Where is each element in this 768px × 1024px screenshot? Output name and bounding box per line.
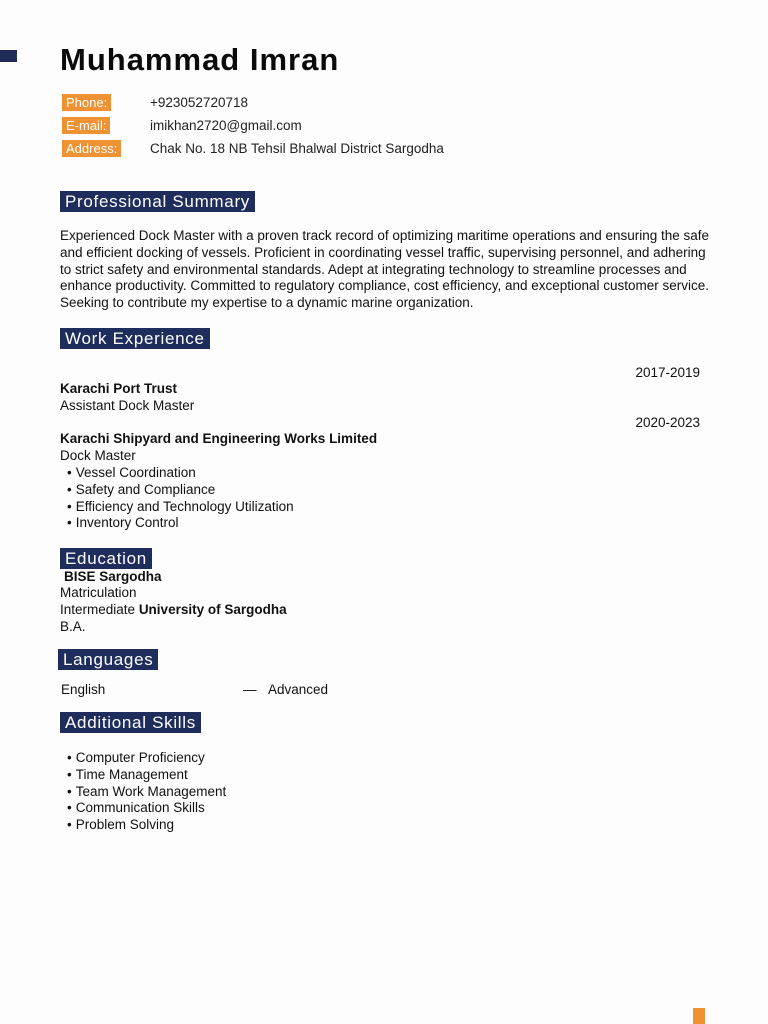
email-value: imikhan2720@gmail.com (150, 118, 302, 133)
job-duties-list (67, 465, 294, 532)
job-role: Dock Master (60, 448, 136, 463)
education-degree-1: Matriculation (60, 585, 137, 600)
list-item: • Computer Proficiency (67, 750, 226, 767)
phone-label: Phone: (62, 94, 111, 111)
list-item: • Communication Skills (67, 800, 226, 817)
list-item: • Vessel Coordination (67, 465, 294, 482)
education-school-1: BISE Sargodha (64, 569, 162, 584)
language-separator: — (243, 682, 257, 697)
phone-value: +923052720718 (150, 95, 248, 110)
section-title-experience: Work Experience (60, 328, 210, 349)
language-name: English (61, 682, 106, 697)
summary-text: Experienced Dock Master with a proven track record of optimizing maritime operations and ensuring the safe and efficient docking of vessels. Proficient in coordinating vessel traffic, supervising personnel, and adhering to strict safety and environmental standards. Adept at integrating technology to streamline processes and enhance productivity. Committed to regulatory compliance, cost efficiency, and exceptional customer service. Seeking to contribute my expertise to a dynamic marine organization. (60, 228, 710, 311)
section-title-skills: Additional Skills (60, 712, 201, 733)
email-label: E-mail: (62, 117, 110, 134)
decorative-bar-bottom-right (693, 1008, 705, 1024)
page-title: Muhammad Imran (60, 42, 340, 77)
list-item: • Team Work Management (67, 784, 226, 801)
section-title-summary: Professional Summary (60, 191, 255, 212)
job-dates: 2017-2019 (635, 365, 700, 380)
education-degree-2: Intermediate (60, 602, 136, 617)
section-title-languages: Languages (58, 649, 158, 670)
job-company: Karachi Port Trust (60, 381, 178, 396)
address-value: Chak No. 18 NB Tehsil Bhalwal District Sargodha (150, 141, 444, 156)
list-item: • Inventory Control (67, 515, 294, 532)
decorative-bar-top-left (0, 50, 17, 62)
list-item: • Time Management (67, 767, 226, 784)
job-dates: 2020-2023 (635, 415, 700, 430)
list-item: • Problem Solving (67, 817, 226, 834)
list-item: • Safety and Compliance (67, 482, 294, 499)
education-line-2 (60, 602, 287, 619)
job-role: Assistant Dock Master (60, 398, 195, 413)
section-title-education: Education (60, 548, 152, 569)
language-level: Advanced (268, 682, 329, 697)
list-item: • Efficiency and Technology Utilization (67, 499, 294, 516)
address-label: Address: (62, 140, 121, 157)
skills-list (67, 750, 226, 834)
education-school-2: University of Sargodha (138, 602, 287, 617)
job-company: Karachi Shipyard and Engineering Works Limited (60, 431, 378, 446)
education-degree-3: B.A. (60, 619, 86, 634)
